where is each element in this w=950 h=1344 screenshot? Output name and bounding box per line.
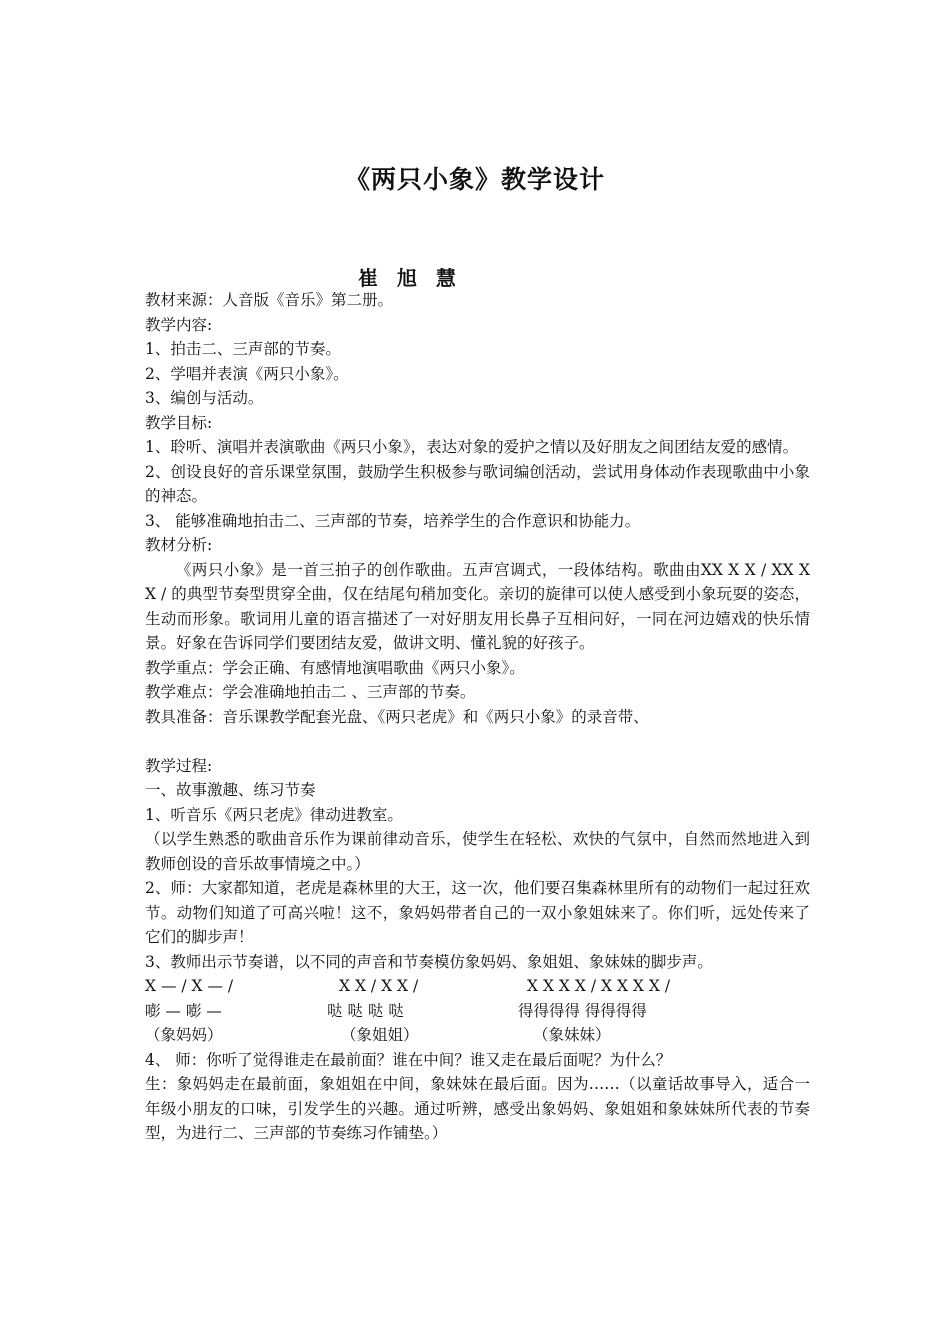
content-item: 1、拍击二、三声部的节奏。 [145,340,341,358]
source-line: 教材来源：人音版《音乐》第二册。 [145,291,394,309]
content-item: 3、编创与活动。 [145,389,264,407]
rhythm-notation: X X / X X / [339,977,419,995]
analysis-paragraph: 《两只小象》是一首三拍子的创作歌曲。五声宫调式，一段体结构。歌曲由XX X X / XX X X / 的典型节奏型贯穿全曲，仅在结尾句稍加变化。亲切的旋律可以使人感受到小象玩耍的姿态，生动而形象。歌词用儿童的语言描述了一对好朋友用长鼻子互相问好，一同在河边嬉戏的快乐情景。好象在告诉同学们要团结友爱，做讲文明、懂礼貌的好孩子。 [145,560,810,652]
difficulty-point: 教学难点：学会准确地拍击二 、三声部的节奏。 [145,683,476,701]
goal-item: 1、聆听、演唱并表演歌曲《两只小象》，表达对象的爱护之情以及好朋友之间团结友爱的感情。 [145,438,799,456]
content-item: 2、学唱并表演《两只小象》。 [145,364,349,383]
materials-line: 教具准备：音乐课教学配套光盘、《两只老虎》和《两只小象》的录音带、 [145,707,649,726]
step-item: 2、师：大家都知道，老虎是森林里的大王，这一次，他们要召集森林里所有的动物们一起过狂欢节。动物们知道了可高兴啦！这不，象妈妈带者自己的一双小象姐妹来了。你们听，远处传来了它们的脚步声！ [145,879,810,946]
rhythm-sound: 得得得得 得得得得 [518,1001,647,1020]
rhythm-role: （象妹妹） [533,1026,611,1044]
step-item: 4、 师：你听了觉得谁走在最前面？谁在中间？谁又走在最后面呢？为什么？ [145,1050,672,1069]
step-item: 1、听音乐《两只老虎》律动进教室。 [145,805,403,824]
key-point: 教学重点：学会正确、有感情地演唱歌曲《两只小象》。 [145,658,525,677]
analysis-heading: 教材分析: [145,536,213,554]
rhythm-notation: X X X X / X X X X / [527,977,671,995]
rhythm-sound: 哒 哒 哒 哒 [327,1001,404,1020]
rhythm-notation: X — / X — / [145,977,234,995]
rhythm-sound: 嘭 — 嘭 — [145,1001,222,1020]
rhythm-sounds-row [145,999,810,1024]
student-answer: 生：象妈妈走在最前面，象姐姐在中间，象妹妹在最后面。因为……（以童话故事导入，适合一年级小朋友的口味，引发学生的兴趣。通过听辨，感受出象妈妈、象姐姐和象妹妹所代表的节奏型，为进行二、三声部的节奏练习作铺垫。） [145,1075,810,1142]
document-body [145,288,810,1146]
rhythm-role: （象姐姐） [341,1026,419,1044]
process-heading: 教学过程: [145,756,213,775]
step-item: 3、教师出示节奏谱，以不同的声音和节奏模仿象妈妈、象姐姐、象妹妹的脚步声。 [145,952,713,971]
step-note: （以学生熟悉的歌曲音乐作为课前律动音乐，使学生在轻松、欢快的气氛中，自然而然地进入到教师创设的音乐故事情境之中。） [145,830,810,873]
goal-item: 2、创设良好的音乐课堂氛围，鼓励学生积极参与歌词编创活动，尝试用身体动作表现歌曲中小象的神态。 [145,462,810,505]
rhythm-roles-row [145,1023,810,1048]
rhythm-notes-row [145,974,810,999]
page-title: 《两只小象》教学设计 [344,165,605,194]
author-name: 崔 旭 慧 [358,266,462,290]
content-heading: 教学内容: [145,315,213,334]
blank-line [145,729,810,754]
goals-heading: 教学目标: [145,413,213,432]
goal-item: 3、 能够准确地拍击二、三声部的节奏，培养学生的合作意识和协能力。 [145,511,641,530]
section-heading: 一、故事激趣、练习节奏 [145,781,316,799]
rhythm-role: （象妈妈） [145,1026,223,1044]
